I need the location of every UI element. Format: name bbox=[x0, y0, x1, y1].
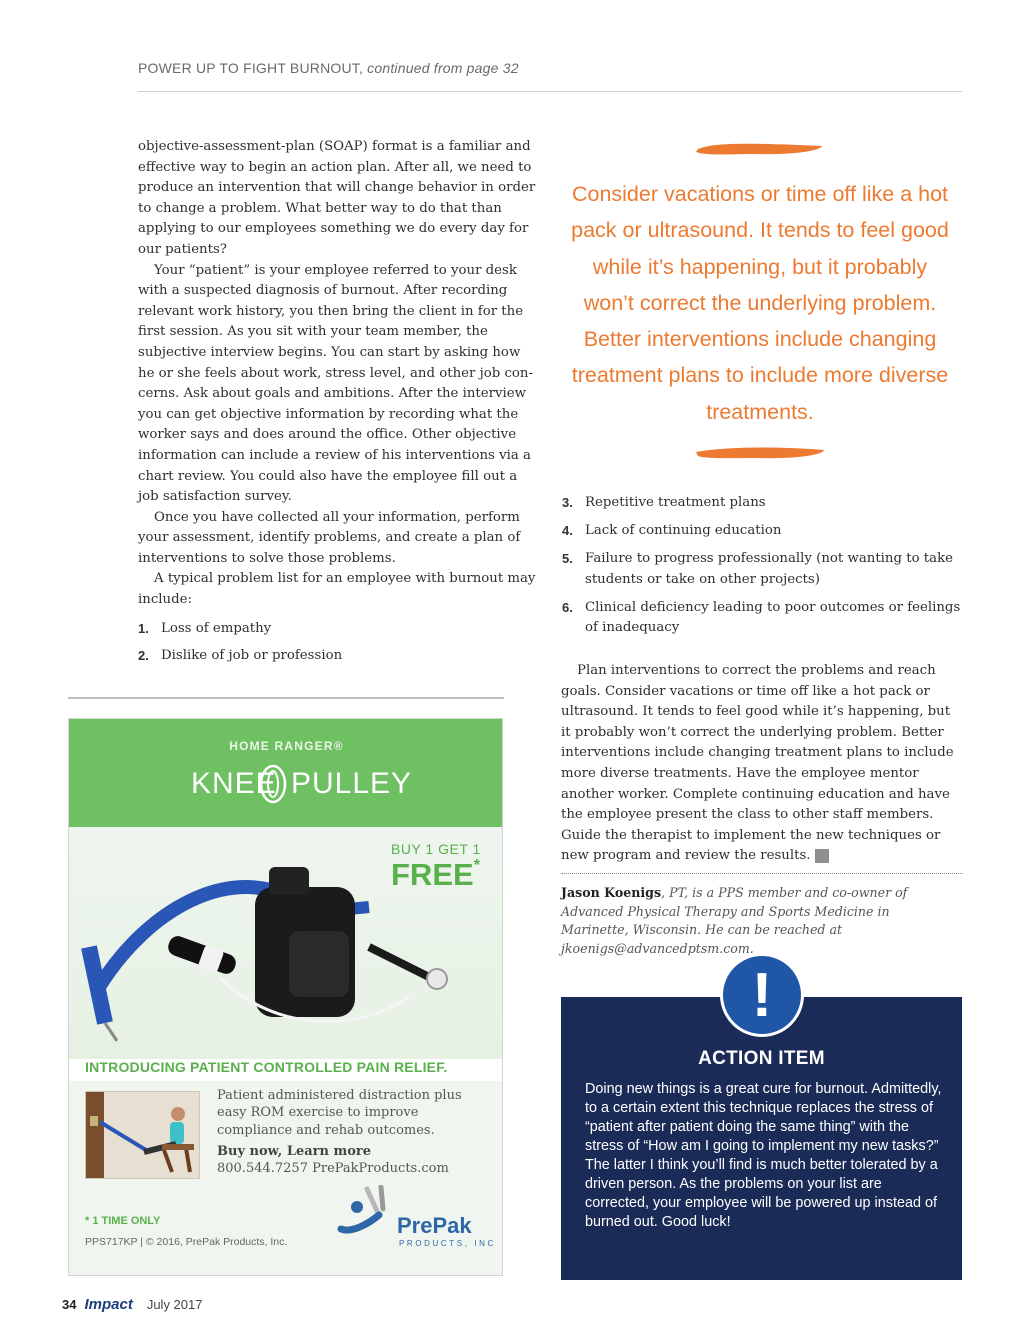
ad-legal: PPS717KP | © 2016, PrePak Products, Inc. bbox=[85, 1236, 288, 1248]
ad-promo-free: FREE bbox=[391, 857, 474, 892]
exclamation-icon bbox=[720, 953, 804, 1037]
list-item bbox=[562, 598, 962, 639]
page-number: 34 bbox=[62, 1297, 77, 1312]
pull-quote bbox=[565, 140, 955, 462]
list-text: Failure to progress professionally (not wanting to take students or take on other projects) bbox=[585, 551, 954, 587]
author-bio-text: , PT, is a PPS member and co-owner of Advanced Physical Therapy and Sports Medicine in Marinette, Wisconsin. He can be reached at jkoenigs@advancedptsm.com. bbox=[561, 885, 908, 956]
paragraph: Your “patient” is your employee referred to your desk with a suspected diagnosis of burnout. After recording relevant work history, you then bring the client in for the first session. As you sit with your team member, the subjective interview begins. You can start by asking how he or she feels about work, stress level, and other job concerns. Ask about goals and ambitions. After the interview you can get objective information by recording what the worker says and does around the office. Other objective information can include a review of his interventions via a chart review. You could also have the employee fill out a job satisfaction survey. bbox=[138, 262, 533, 505]
running-head-continued: continued from page 32 bbox=[367, 60, 519, 76]
paragraph: Once you have collected all your information, perform your assessment, identify problems, and create a plan of interventions to solve those problems. bbox=[138, 509, 521, 566]
action-item-text: Doing new things is a great cure for burnout. Admittedly, to a certain extent this technique replaces the stress of “patient after patient doing the same thing” with the stress of “How am I going to implement my new tasks?” The latter I think you’ll find is much better tolerated by a driven person. As the problems on your list are corrected, your employee will be powered up instead of burned out. Good luck! bbox=[585, 1081, 942, 1230]
list-number: 6. bbox=[562, 599, 573, 615]
end-mark-icon: I bbox=[815, 849, 829, 863]
problem-list-part-1 bbox=[138, 619, 538, 667]
paragraph: objective-assessment-plan (SOAP) format is a familiar and effective way to begin an action plan. After all, we need to produce an intervention that will change behavior in order to change a problem. What better way to do that than applying to our employees something we do every day for our patients? bbox=[138, 139, 536, 257]
advertisement bbox=[68, 718, 503, 1276]
left-column bbox=[138, 137, 538, 674]
list-item bbox=[138, 619, 538, 640]
page-footer bbox=[62, 1296, 202, 1313]
paragraph-text: Plan interventions to correct the problems and reach goals. Consider vacations or time off like a hot pack or ultrasound. It tends to feel good while it’s happening, but it probably won’t correct the underlying problem. Better interventions include changing treatment plans to include more diverse treatments. Have the employee mentor another worker. Complete continuing education and have the employee present the class to other staff members. Guide the therapist to implement the new techniques or new program and review the results. bbox=[561, 663, 954, 864]
ad-footnote: * 1 TIME ONLY bbox=[85, 1215, 161, 1227]
list-number: 1. bbox=[138, 620, 149, 636]
list-number: 2. bbox=[138, 648, 149, 664]
paragraph bbox=[561, 661, 961, 867]
bio-divider bbox=[561, 873, 963, 874]
right-column-text bbox=[561, 661, 961, 867]
ad-title-left: KNEE bbox=[191, 767, 277, 800]
running-head bbox=[138, 60, 519, 76]
ad-promo-big bbox=[391, 857, 480, 893]
problem-list-part-2 bbox=[562, 493, 962, 647]
brush-stroke-top-icon bbox=[694, 140, 826, 158]
list-text: Lack of continuing education bbox=[585, 523, 782, 539]
issue-date: July 2017 bbox=[146, 1297, 203, 1312]
list-text: Clinical deficiency leading to poor outcomes or feelings of inadequacy bbox=[585, 599, 961, 636]
ad-brand-name: PrePak bbox=[397, 1213, 472, 1238]
list-number: 3. bbox=[562, 495, 573, 510]
prepak-logo-icon bbox=[337, 1185, 393, 1243]
paragraph: A typical problem list for an employee with burnout may include: bbox=[138, 571, 536, 608]
list-number: 5. bbox=[562, 551, 573, 567]
brush-stroke-bottom-icon bbox=[694, 444, 826, 462]
action-item-title: ACTION ITEM bbox=[698, 1048, 825, 1069]
ad-headline: INTRODUCING PATIENT CONTROLLED PAIN RELIEF. bbox=[85, 1059, 448, 1075]
ad-cta bbox=[217, 1143, 487, 1178]
list-text: Loss of empathy bbox=[161, 620, 272, 636]
ad-copy: Patient administered distraction plus easy ROM exercise to improve compliance and rehab outcomes. bbox=[217, 1088, 462, 1138]
header-rule bbox=[138, 91, 962, 92]
ad-eyebrow: HOME RANGER® bbox=[229, 739, 344, 753]
list-text: Dislike of job or profession bbox=[161, 648, 343, 664]
author-bio bbox=[561, 884, 961, 958]
knee-logo-icon bbox=[258, 764, 288, 804]
list-text: Repetitive treatment plans bbox=[585, 495, 766, 510]
ad-promo-asterisk: * bbox=[473, 857, 480, 874]
author-name: Jason Koenigs bbox=[561, 885, 662, 900]
ad-divider bbox=[68, 697, 504, 699]
ad-cta-bold: Buy now, Learn more bbox=[217, 1144, 372, 1159]
running-head-title: POWER UP TO FIGHT BURNOUT, bbox=[138, 60, 364, 76]
ad-title-right: PULLEY bbox=[291, 767, 413, 800]
ad-contact: 800.544.7257 PrePakProducts.com bbox=[217, 1161, 449, 1177]
list-item bbox=[562, 521, 962, 542]
ad-promo-small: BUY 1 GET 1 bbox=[391, 841, 481, 857]
list-number: 4. bbox=[562, 523, 573, 539]
pull-quote-text: Consider vacations or time off like a hot pack or ultrasound. It tends to feel good while it’s happening, but it probably won’t correct the underlying problem. Better interventions include changing treatment plans to include more diverse treatments. bbox=[571, 182, 949, 424]
list-item bbox=[138, 646, 538, 667]
ad-patient-photo bbox=[85, 1091, 200, 1179]
exclamation-glyph: ! bbox=[751, 961, 773, 1030]
list-item bbox=[562, 493, 962, 514]
ad-brand-sub: PRODUCTS, INC bbox=[399, 1239, 496, 1248]
list-item bbox=[562, 549, 962, 590]
magazine-name: Impact bbox=[84, 1296, 133, 1313]
patient-exercise-icon bbox=[86, 1092, 200, 1179]
